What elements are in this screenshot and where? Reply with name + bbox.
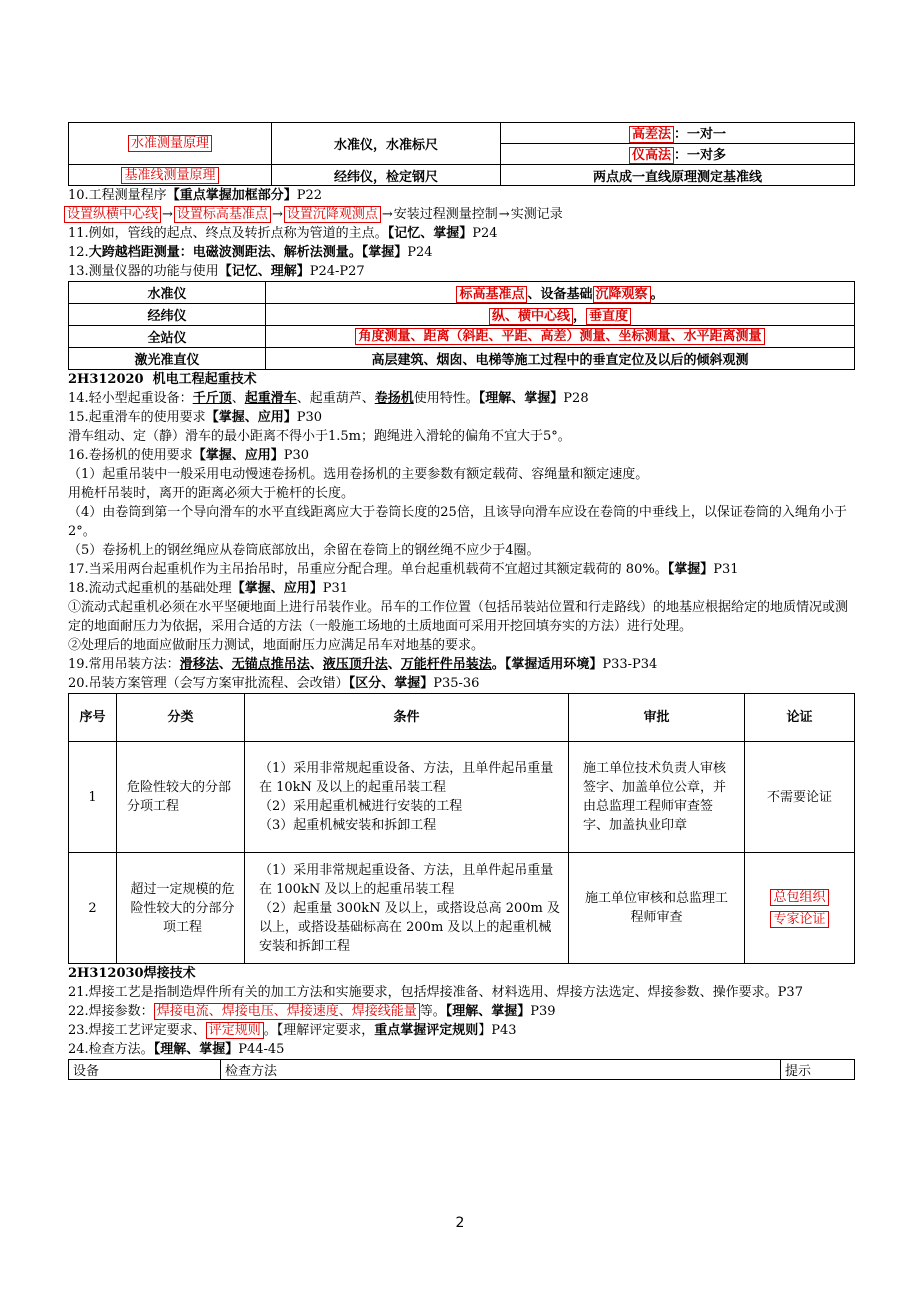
instrument-use: 高层建筑、烟囱、电梯等施工过程中的垂直定位及以后的倾斜观测 [266, 348, 855, 370]
instrument-name: 激光准直仪 [69, 348, 266, 370]
header-condition: 条件 [245, 694, 569, 742]
item-12: 12.大跨越档距测量：电磁波测距法、解析法测量。【掌握】P24 [68, 245, 433, 260]
item-10-flow: 设置纵横中心线 → 设置标高基准点 → 设置沉降观测点 →安装过程测量控制→实测记录 [64, 205, 855, 224]
header-device: 设备 [69, 1060, 221, 1080]
item-24: 24.检查方法。【理解、掌握】P44-45 [68, 1042, 285, 1057]
section-heading-welding: 2H312030焊接技术 [68, 966, 196, 981]
header-approval: 审批 [569, 694, 745, 742]
instrument-name: 全站仪 [69, 326, 266, 348]
row-approval: 施工单位审核和总监理工程师审查 [569, 853, 745, 964]
row-approval: 施工单位技术负责人审核签字、加盖单位公章，并由总监理工程师审查签字、加盖执业印章 [569, 742, 745, 853]
item-19: 19.常用吊装方法：滑移法、无锚点推吊法、液压顶升法、万能杆件吊装法。【掌握适用环境】P33-P34 [68, 657, 658, 672]
instrument-name: 水准仪 [69, 282, 266, 304]
row-condition: （1）采用非常规起重设备、方法，且单件起吊重量在 100kN 及以上的起重吊装工程 （2）起重量 300kN 及以上，或搭设总高 200m 及以上，或搭设基础标高在 200m 及以上的起重机械安装和拆卸工程 [245, 853, 569, 964]
item-16-d: （5）卷扬机上的钢丝绳应从卷筒底部放出，余留在卷筒上的钢丝绳不应少于4圈。 [68, 543, 540, 558]
row-condition: （1）采用非常规起重设备、方法，且单件起吊重量在 10kN 及以上的起重吊装工程 （2）采用起重机械进行安装的工程 （3）起重机械安装和拆卸工程 [245, 742, 569, 853]
item-15: 15.起重滑车的使用要求【掌握、应用】P30 [68, 410, 322, 425]
header-no: 序号 [69, 694, 117, 742]
row-demonstration: 不需要论证 [745, 742, 855, 853]
cell-level-tool: 水准仪，水准标尺 [272, 123, 501, 165]
item-14: 14.轻小型起重设备：千斤顶、起重滑车、起重葫芦、卷扬机使用特性。【理解、掌握】P28 [68, 391, 589, 406]
item-16-a: （1）起重吊装中一般采用电动慢速卷扬机。选用卷扬机的主要参数有额定载荷、容绳量和额定速度。 [68, 467, 649, 482]
inspection-table [68, 1059, 855, 1080]
item-15-detail: 滑车组动、定（静）滑车的最小距离不得小于1.5m；跑绳进入滑轮的偏角不宜大于5°。 [68, 429, 571, 444]
header-demonstration: 论证 [745, 694, 855, 742]
header-category: 分类 [117, 694, 245, 742]
cell-baseline-principle: 基准线测量原理 [69, 165, 272, 186]
instrument-use: 纵、横中心线 ， 垂直度 [266, 304, 855, 326]
item-22: 22.焊接参数： 焊接电流、焊接电压、焊接速度、焊接线能量 等。【理解、掌握】P39 [68, 1004, 556, 1019]
lifting-plan-table [68, 693, 855, 964]
item-16-b: 用桅杆吊装时，离开的距离必须大于桅杆的长度。 [68, 486, 355, 501]
item-17: 17.当采用两台起重机作为主吊抬吊时，吊重应分配合理。单台起重机载荷不宜超过其额定载荷的 80%。【掌握】P31 [68, 562, 739, 577]
cell-baseline-tool: 经纬仪，检定钢尺 [272, 165, 501, 186]
document-page [68, 122, 855, 1080]
instrument-use: 标高基准点 、设备基础 沉降观察 。 [266, 282, 855, 304]
page-number: 2 [455, 1215, 465, 1231]
instrument-use: 角度测量、距离（斜距、平距、高差）测量、坐标测量、水平距离测量 [266, 326, 855, 348]
header-method: 检查方法 [221, 1060, 781, 1080]
row-no: 2 [69, 853, 117, 964]
instrument-name: 经纬仪 [69, 304, 266, 326]
item-20: 20.吊装方案管理（会写方案审批流程、会改错）【区分、掌握】P35-36 [68, 676, 480, 691]
item-18-a: ①流动式起重机必须在水平坚硬地面上进行吊装作业。吊车的工作位置（包括吊装站位置和行走路线）的地基应根据给定的地质情况或测定的地面耐压力为依据，采用合适的方法（一般施工场地的土质地面可采用开挖回填夯实的方法）进行处理。 [68, 600, 849, 634]
item-16: 16.卷扬机的使用要求【掌握、应用】P30 [68, 448, 309, 463]
row-demonstration: 总包组织 专家论证 [745, 853, 855, 964]
instrument-table [68, 281, 855, 370]
item-18: 18.流动式起重机的基础处理【掌握、应用】P31 [68, 581, 348, 596]
cell-baseline-desc: 两点成一直线原理测定基准线 [501, 165, 855, 186]
section-heading-lifting: 2H312020 机电工程起重技术 [68, 372, 257, 387]
item-18-b: ②处理后的地面应做耐压力测试，地面耐压力应满足吊车对地基的要求。 [68, 638, 485, 653]
row-category: 危险性较大的分部分项工程 [117, 742, 245, 853]
cell-method-1: 高差法 ：一对一 [501, 123, 855, 144]
item-11: 11.例如，管线的起点、终点及转折点称为管道的主点。【记忆、掌握】P24 [68, 226, 498, 241]
item-23: 23.焊接工艺评定要求、 评定规则 。【理解评定要求，重点掌握评定规则】P43 [68, 1023, 517, 1038]
row-category: 超过一定规模的危险性较大的分部分项工程 [117, 853, 245, 964]
cell-level-principle: 水准测量原理 [69, 123, 272, 165]
cell-method-2: 仪高法 ：一对多 [501, 144, 855, 165]
measurement-principle-table [68, 122, 855, 186]
item-16-c: （4）由卷筒到第一个导向滑车的水平直线距离应大于卷筒长度的25倍，且该导向滑车应设在卷筒的中垂线上，以保证卷筒的入绳角小于2°。 [68, 505, 847, 539]
header-hint: 提示 [781, 1060, 855, 1080]
item-21: 21.焊接工艺是指制造焊件所有关的加工方法和实施要求，包括焊接准备、材料选用、焊接方法选定、焊接参数、操作要求。P37 [68, 985, 803, 1000]
row-no: 1 [69, 742, 117, 853]
item-13: 13.测量仪器的功能与使用【记忆、理解】P24-P27 [68, 264, 365, 279]
item-10: 10.工程测量程序【重点掌握加框部分】P22 [68, 188, 322, 203]
